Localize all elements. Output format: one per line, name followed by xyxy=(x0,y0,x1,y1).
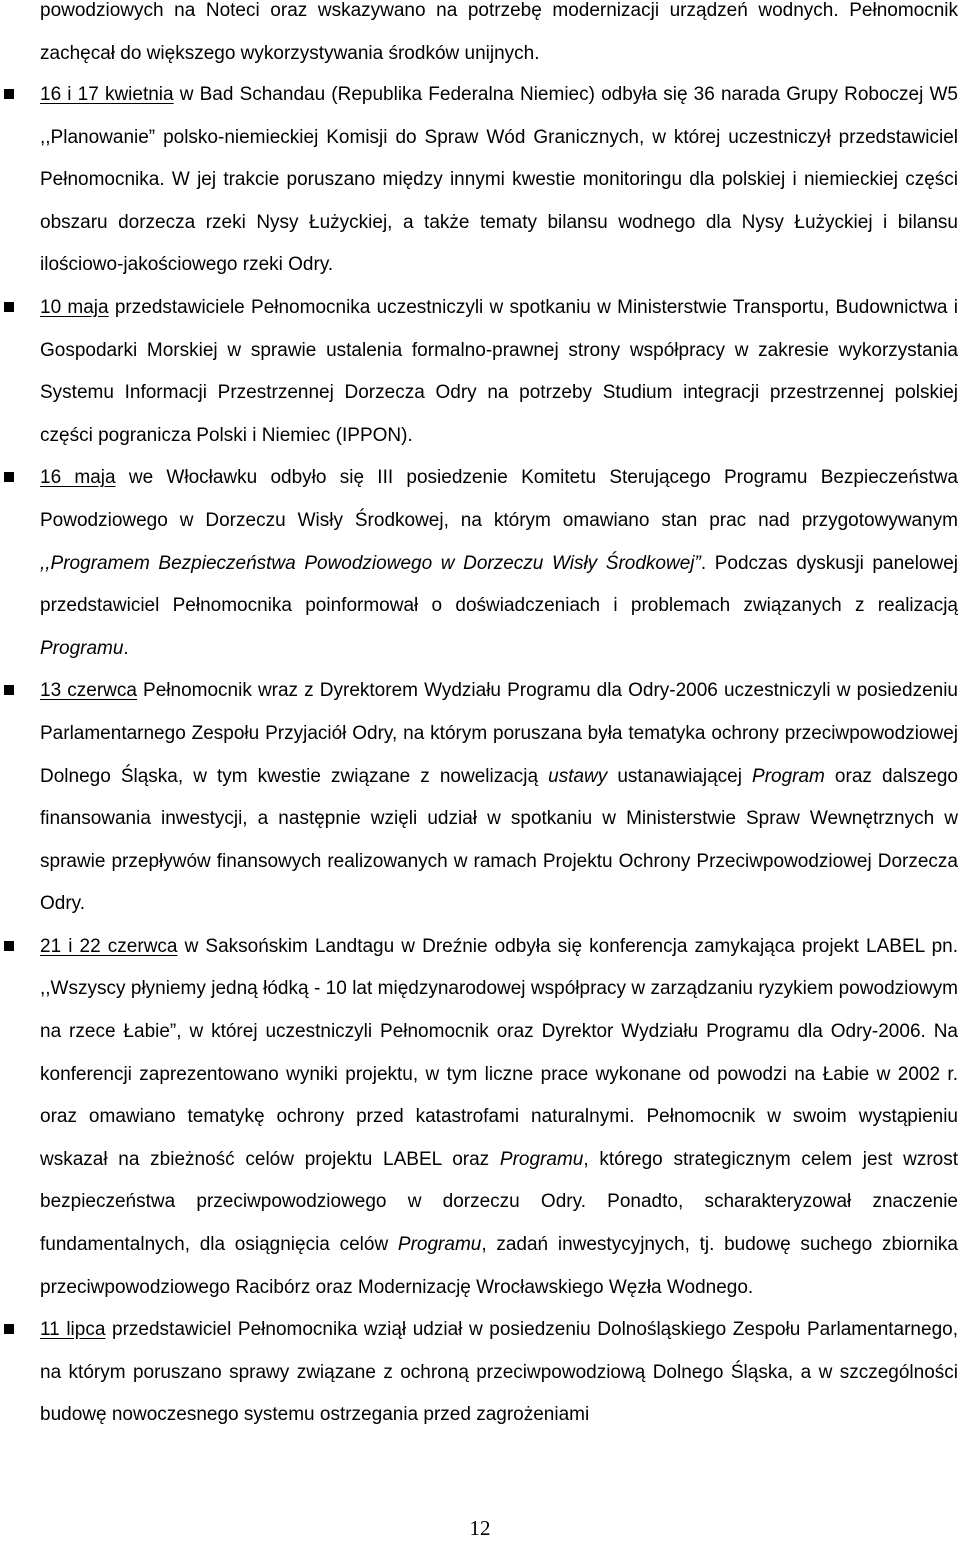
square-bullet-icon xyxy=(4,89,14,99)
square-bullet-icon xyxy=(4,472,14,482)
list-item xyxy=(40,74,958,287)
intro-line-2: Pełnomocnik zachęcał do większego wykorzystywania środków unijnych. xyxy=(40,0,959,64)
square-bullet-icon xyxy=(4,1324,14,1334)
item-date: 16 i 17 kwietnia xyxy=(40,84,174,105)
item-text: przedstawiciele Pełnomocnika uczestniczyli w spotkaniu w Ministerstwie Transportu, Budownictwa i Gospodarki Morskiej w sprawie ustalenia formalno-prawnej strony współpracy w zakresie wykorzystania Systemu Informacji Przestrzennej Dorzecza Odry na potrzeby Studium integracji przestrzennej polskiej części pogranicza Polski i Niemiec (IPPON). xyxy=(40,296,958,446)
page-number: 12 xyxy=(469,1516,491,1540)
item-italic-term: ustawy xyxy=(548,765,608,787)
item-italic-term: Programu xyxy=(397,1234,482,1256)
square-bullet-icon xyxy=(4,302,14,312)
square-bullet-icon xyxy=(4,685,14,695)
list-item xyxy=(40,457,958,670)
bullet-list xyxy=(40,74,958,1437)
square-bullet-icon xyxy=(4,941,14,951)
item-date: 11 lipca xyxy=(40,1319,106,1341)
item-text: przedstawiciel Pełnomocnika wziął udział w posiedzeniu Dolnośląskiego Zespołu Parlamentarnego, na którym poruszano sprawy związane z ochroną przeciwpowodziową Dolnego Śląska, a w szczególności budowę nowoczesnego systemu ostrzegania przed zagrożeniami xyxy=(40,1319,958,1426)
item-date: 13 czerwca xyxy=(40,680,137,702)
item-text-continued: ustanawiającej xyxy=(607,765,753,787)
item-italic-term: Programu xyxy=(499,1148,584,1170)
item-date: 10 maja xyxy=(40,296,109,318)
item-italic-term: Program xyxy=(752,765,825,787)
item-text: Pełnomocnik wraz z Dyrektorem Wydziału Programu dla Odry-2006 uczestniczyli w posiedzeniu Parlamentarnego Zespołu Przyjaciół Odry, na którym poruszana była tematyka ochrony przeciwpowodziowej Dolnego Śląska, w tym kwestie związane z nowelizacją xyxy=(40,680,958,787)
item-text-continued: , którego strategicznym celem jest wzrost bezpieczeństwa przeciwpowodziowego w dorzeczu Odry. Ponadto, scharakteryzował znaczenie fundamentalnych, dla osiągnięcia celów xyxy=(40,1148,959,1256)
intro-line-1: powodziowych na Noteci oraz wskazywano na potrzebę modernizacji urządzeń wodnych. xyxy=(40,0,839,21)
intro-paragraph xyxy=(40,0,958,75)
item-text-end: , zadań inwestycyjnych, tj. budowę suchego zbiornika przeciwpowodziowego Racibórz oraz Modernizację Wrocławskiego Węzła Wodnego. xyxy=(40,1234,958,1298)
item-italic-title: ,,Programem Bezpieczeństwa Powodziowego w Dorzeczu Wisły Środkowej” xyxy=(40,552,701,574)
list-item xyxy=(40,287,958,457)
item-date: 16 maja xyxy=(40,467,116,489)
item-text-end: . xyxy=(123,637,129,659)
item-text-end: oraz dalszego finansowania inwestycji, a następnie wzięli udział w spotkaniu w Ministerstwie Spraw Wewnętrznych w sprawie przepływów finansowych realizowanych w ramach Projektu Ochrony Przeciwpowodziowej Dorzecza Odry. xyxy=(40,765,958,915)
list-item xyxy=(40,1309,958,1437)
item-text: w Bad Schandau (Republika Federalna Niemiec) odbyła się 36 narada Grupy Roboczej W5 ,,Planowanie” polsko-niemieckiej Komisji do Spraw Wód Granicznych, w której uczestniczył przedstawiciel Pełnomocnika. W jej trakcie poruszano między innymi kwestie monitoringu dla polskiej i niemieckiej części obszaru dorzecza rzeki Nysy Łużyckiej, a także tematy bilansu wodnego dla Nysy Łużyckiej i bilansu ilościowo-jakościowego rzeki Odry. xyxy=(40,84,958,276)
item-text-continued: . Podczas dyskusji panelowej przedstawiciel Pełnomocnika poinformował o doświadczeniach i problemach związanych z realizacją xyxy=(40,552,958,617)
bullet-list-container xyxy=(40,74,958,1437)
item-date: 21 i 22 czerwca xyxy=(40,935,178,957)
item-text: w Saksońskim Landtagu w Dreźnie odbyła się konferencja zamykająca projekt LABEL pn. ,,Wszyscy płyniemy jedną łódką - 10 lat międzynarodowej współpracy w zarządzaniu ryzykiem powodziowym na rzece Łabie”, w której uczestniczyli Pełnomocnik oraz Dyrektor Wydziału Programu dla Odry-2006. Na konferencji zaprezentowano wyniki projektu, w tym liczne prace wykonane od powodzi na Łabie w 2002 r. oraz omawiano tematykę ochrony przed katastrofami naturalnymi. Pełnomocnik w swoim wystąpieniu wskazał na zbieżność celów projektu LABEL oraz xyxy=(40,935,958,1170)
list-item xyxy=(40,926,958,1309)
item-text: we Włocławku odbyło się III posiedzenie Komitetu Sterującego Programu Bezpieczeństwa Powodziowego w Dorzeczu Wisły Środkowej, na którym omawiano stan prac nad przygotowywanym xyxy=(40,467,958,531)
item-italic-term: Programu xyxy=(40,637,124,659)
list-item xyxy=(40,670,958,926)
